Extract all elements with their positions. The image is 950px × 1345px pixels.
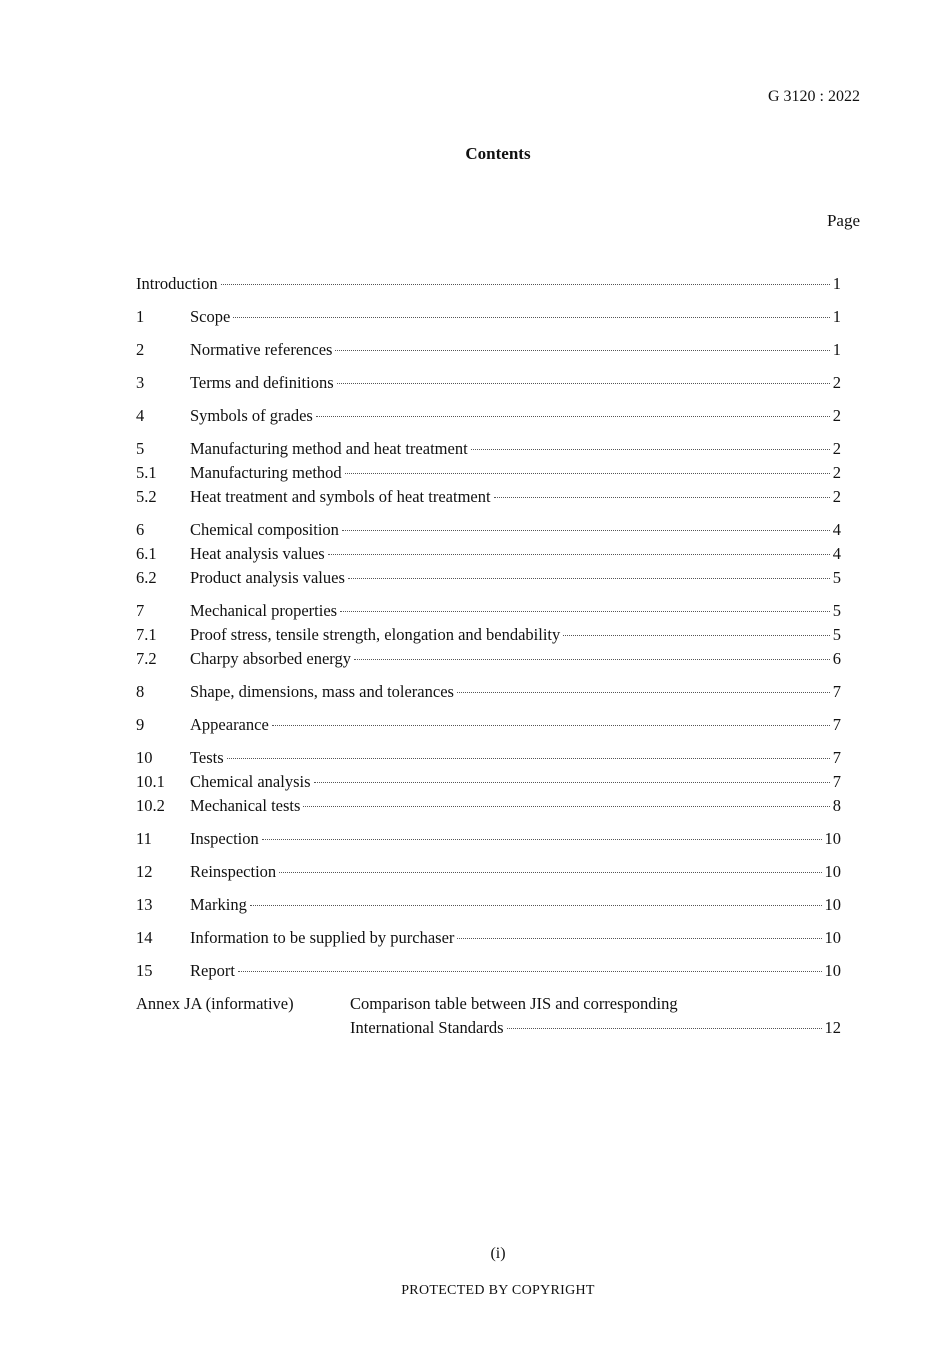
toc-entry[interactable]: [136, 544, 841, 568]
toc-entry[interactable]: [136, 487, 841, 511]
page-column-header: Page: [826, 211, 860, 230]
toc-entry[interactable]: [136, 601, 841, 625]
toc-group: [136, 928, 841, 952]
toc-leader-dots: [233, 317, 829, 318]
toc-entry-page: 1: [832, 340, 841, 359]
footer-page-number: (i): [490, 1245, 506, 1262]
toc-entry-label: Charpy absorbed energy: [190, 649, 351, 668]
copyright-notice: PROTECTED BY COPYRIGHT: [401, 1283, 595, 1298]
toc-entry-number: 10.1: [136, 772, 165, 791]
toc-entry-page: 7: [832, 748, 841, 767]
toc-entry-number: 8: [136, 682, 145, 701]
toc-entry-number: 7.2: [136, 649, 157, 668]
toc-entry-label: Mechanical properties: [190, 601, 338, 620]
toc-entry[interactable]: [136, 373, 841, 397]
toc-entry[interactable]: [136, 406, 841, 430]
contents-title: Contents: [465, 144, 531, 163]
toc-leader-dots: [340, 611, 830, 612]
annex-page: 12: [824, 1018, 841, 1037]
toc-entry-number: 7: [136, 601, 145, 620]
toc-entry-label: Reinspection: [190, 862, 277, 881]
toc-group-introduction: [136, 274, 841, 298]
toc-entry-number: 6.2: [136, 568, 157, 587]
toc-leader-dots: [457, 692, 830, 693]
toc-entry-page: 1: [832, 274, 841, 293]
toc-group: [136, 748, 841, 820]
toc-entry[interactable]: [136, 274, 841, 298]
toc-entry-label: Heat treatment and symbols of heat treatment: [190, 487, 491, 506]
toc-entry-number: 10.2: [136, 796, 165, 815]
toc-leader-dots: [335, 350, 829, 351]
toc-leader-dots: [250, 905, 822, 906]
toc-leader-dots: [471, 449, 830, 450]
toc-entry[interactable]: [136, 649, 841, 673]
toc-entry[interactable]: [136, 796, 841, 820]
toc-entry-page: 7: [832, 682, 841, 701]
toc-group: [136, 715, 841, 739]
toc-entry-number: 5.1: [136, 463, 157, 482]
toc-entry-label: Appearance: [190, 715, 269, 734]
toc-entry-page: 10: [824, 961, 841, 980]
toc-group: [136, 829, 841, 853]
toc-entry-page: 7: [832, 772, 841, 791]
toc-entry[interactable]: [136, 829, 841, 853]
toc-entry-page: 10: [824, 862, 841, 881]
toc-entry-page: 1: [832, 307, 841, 326]
toc-leader-dots: [262, 839, 822, 840]
toc-entry-page: 2: [832, 439, 841, 458]
toc-entry[interactable]: [136, 340, 841, 364]
toc-entry-number: 10: [136, 748, 153, 767]
toc-leader-dots: [345, 473, 830, 474]
toc-leader-dots: [457, 938, 821, 939]
toc-entry-label: Chemical composition: [190, 520, 339, 539]
toc-entry-number: 7.1: [136, 625, 157, 644]
toc-entry-page: 6: [832, 649, 841, 668]
toc-entry-page: 5: [832, 601, 841, 620]
toc-leader-dots: [342, 530, 830, 531]
toc-leader-dots: [337, 383, 830, 384]
toc-entry[interactable]: [136, 439, 841, 463]
toc-entry-number: 2: [136, 340, 145, 359]
toc-entry[interactable]: [136, 862, 841, 886]
toc-entry-number: 15: [136, 961, 153, 980]
toc-entry-number: 5: [136, 439, 145, 458]
toc-entry[interactable]: [136, 625, 841, 649]
toc-entry-number: 1: [136, 307, 145, 326]
toc-leader-dots: [328, 554, 830, 555]
toc-entry-number: 13: [136, 895, 153, 914]
annex-prefix: Annex JA (informative): [136, 994, 294, 1013]
toc-leader-dots: [303, 806, 829, 807]
toc-entry-page: 2: [832, 487, 841, 506]
toc-group: [136, 340, 841, 364]
toc-entry-label: Tests: [190, 748, 224, 767]
toc-entry-page: 4: [832, 520, 841, 539]
toc-entry[interactable]: [136, 961, 841, 985]
toc-entry-page: 10: [824, 895, 841, 914]
toc-entry-label: Manufacturing method and heat treatment: [190, 439, 468, 458]
toc-entry-page: 8: [832, 796, 841, 815]
toc-entry-page: 10: [824, 928, 841, 947]
annex-title-line2: International Standards: [350, 1018, 504, 1037]
toc-leader-dots: [316, 416, 830, 417]
toc-entry-page: 2: [832, 373, 841, 392]
toc-entry[interactable]: [136, 748, 841, 772]
toc-entry-page: 2: [832, 463, 841, 482]
toc-entry-label: Information to be supplied by purchaser: [190, 928, 455, 947]
toc-leader-dots: [314, 782, 830, 783]
toc-entry-label: Chemical analysis: [190, 772, 311, 791]
toc-entry-label: Product analysis values: [190, 568, 345, 587]
toc-entry[interactable]: [136, 715, 841, 739]
toc-entry-label: Terms and definitions: [190, 373, 334, 392]
toc-leader-dots: [238, 971, 822, 972]
toc-group: [136, 307, 841, 331]
toc-entry[interactable]: [136, 928, 841, 952]
toc-leader-dots: [563, 635, 829, 636]
document-number: G 3120 : 2022: [768, 88, 860, 105]
toc-entry-label: Report: [190, 961, 235, 980]
toc-entry-label: Heat analysis values: [190, 544, 325, 563]
toc-entry-number: 11: [136, 829, 152, 848]
toc-entry-number: 3: [136, 373, 145, 392]
toc-entry-page: 2: [832, 406, 841, 425]
toc-leader-dots: [348, 578, 830, 579]
toc-leader-dots: [221, 284, 830, 285]
toc-annex[interactable]: [136, 994, 841, 1042]
toc-leader-dots: [354, 659, 830, 660]
toc-entry-number: 12: [136, 862, 153, 881]
toc-group: [136, 373, 841, 397]
toc-group: [136, 682, 841, 706]
toc-entry-label: Scope: [190, 307, 231, 326]
toc-entry-page: 5: [832, 568, 841, 587]
toc-leader-dots: [272, 725, 830, 726]
toc-entry[interactable]: [136, 568, 841, 592]
toc-group: [136, 520, 841, 592]
toc-entry[interactable]: [136, 772, 841, 796]
toc-leader-dots: [507, 1028, 822, 1029]
toc-entry-number: 6: [136, 520, 145, 539]
toc-group: [136, 601, 841, 673]
toc-entry-label: Proof stress, tensile strength, elongation and bendability: [190, 625, 561, 644]
toc-entry-number: 9: [136, 715, 145, 734]
toc-entry-page: 5: [832, 625, 841, 644]
toc-group: [136, 406, 841, 430]
toc-entry-number: 4: [136, 406, 145, 425]
toc-leader-dots: [494, 497, 830, 498]
toc-entry[interactable]: [136, 895, 841, 919]
toc-entry-page: 10: [824, 829, 841, 848]
toc-group: [136, 895, 841, 919]
toc-entry-label: Manufacturing method: [190, 463, 342, 482]
toc-leader-dots: [279, 872, 821, 873]
toc-entry-label: Mechanical tests: [190, 796, 301, 815]
toc-entry-label: Shape, dimensions, mass and tolerances: [190, 682, 454, 701]
toc-entry-label: Introduction: [136, 274, 218, 293]
table-of-contents: [136, 274, 841, 1051]
toc-entry[interactable]: [136, 682, 841, 706]
toc-entry[interactable]: [136, 520, 841, 544]
toc-entry-label: Inspection: [190, 829, 259, 848]
toc-group: [136, 862, 841, 886]
toc-entry-number: 5.2: [136, 487, 157, 506]
toc-entry-label: Normative references: [190, 340, 333, 359]
toc-leader-dots: [227, 758, 830, 759]
annex-title-line1: Comparison table between JIS and corresponding: [350, 994, 678, 1013]
toc-entry[interactable]: [136, 463, 841, 487]
toc-groups: [136, 307, 841, 985]
toc-entry-number: 6.1: [136, 544, 157, 563]
toc-entry-page: 4: [832, 544, 841, 563]
toc-group: [136, 961, 841, 985]
toc-entry-number: 14: [136, 928, 153, 947]
toc-entry-label: Symbols of grades: [190, 406, 313, 425]
toc-entry[interactable]: [136, 307, 841, 331]
toc-entry-label: Marking: [190, 895, 247, 914]
toc-group: [136, 439, 841, 511]
toc-entry-page: 7: [832, 715, 841, 734]
